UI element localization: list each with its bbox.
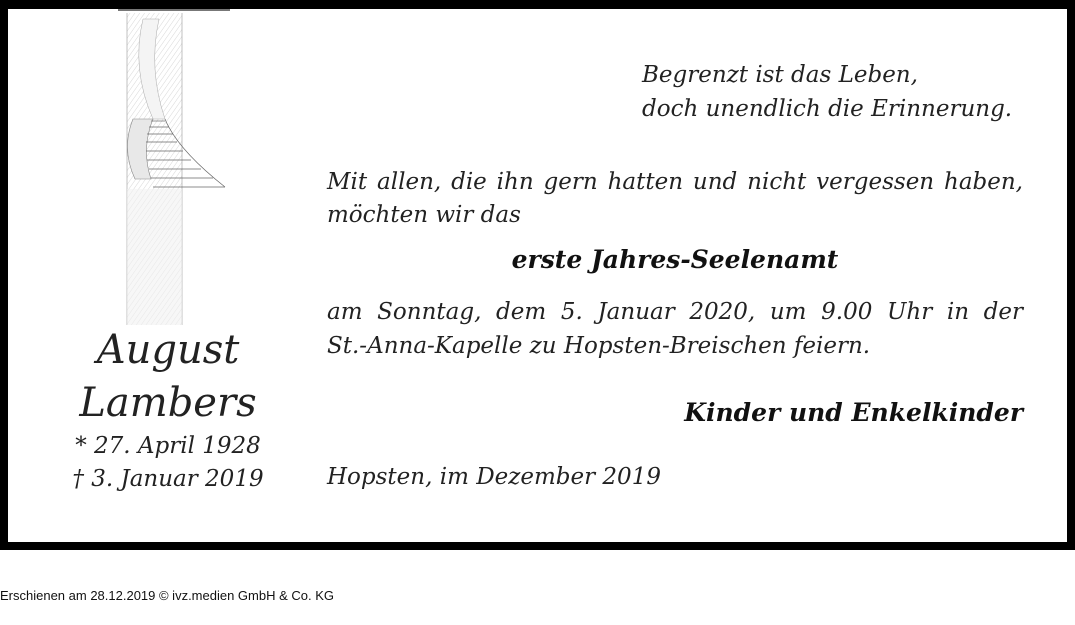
place-date: Hopsten, im Dezember 2019 xyxy=(327,464,661,490)
deceased-last-name: Lambers xyxy=(79,380,257,426)
birth-date: * 27. April 1928 xyxy=(75,433,261,459)
details-line-2: St.-Anna-Kapelle zu Hopsten-Breischen feiern. xyxy=(327,333,871,359)
signature: Kinder und Enkelkinder xyxy=(684,398,1023,427)
details-line-1: am Sonntag, dem 5. Januar 2020, um 9.00 Uhr in der xyxy=(327,299,1023,325)
death-date: † 3. Januar 2019 xyxy=(72,466,264,492)
staircase-illustration xyxy=(113,9,243,329)
intro-line-2: möchten wir das xyxy=(327,202,521,228)
quote-line-1: Begrenzt ist das Leben, xyxy=(642,62,918,88)
event-title: erste Jahres-Seelenamt xyxy=(511,245,839,274)
quote-line-2: doch unendlich die Erinnerung. xyxy=(642,96,1013,122)
intro-line-1: Mit allen, die ihn gern hatten und nicht vergessen haben, xyxy=(327,169,1023,195)
deceased-first-name: August xyxy=(96,327,240,373)
notice-card xyxy=(8,9,1067,542)
publication-footer: Erschienen am 28.12.2019 © ivz.medien GmbH & Co. KG xyxy=(0,588,335,603)
